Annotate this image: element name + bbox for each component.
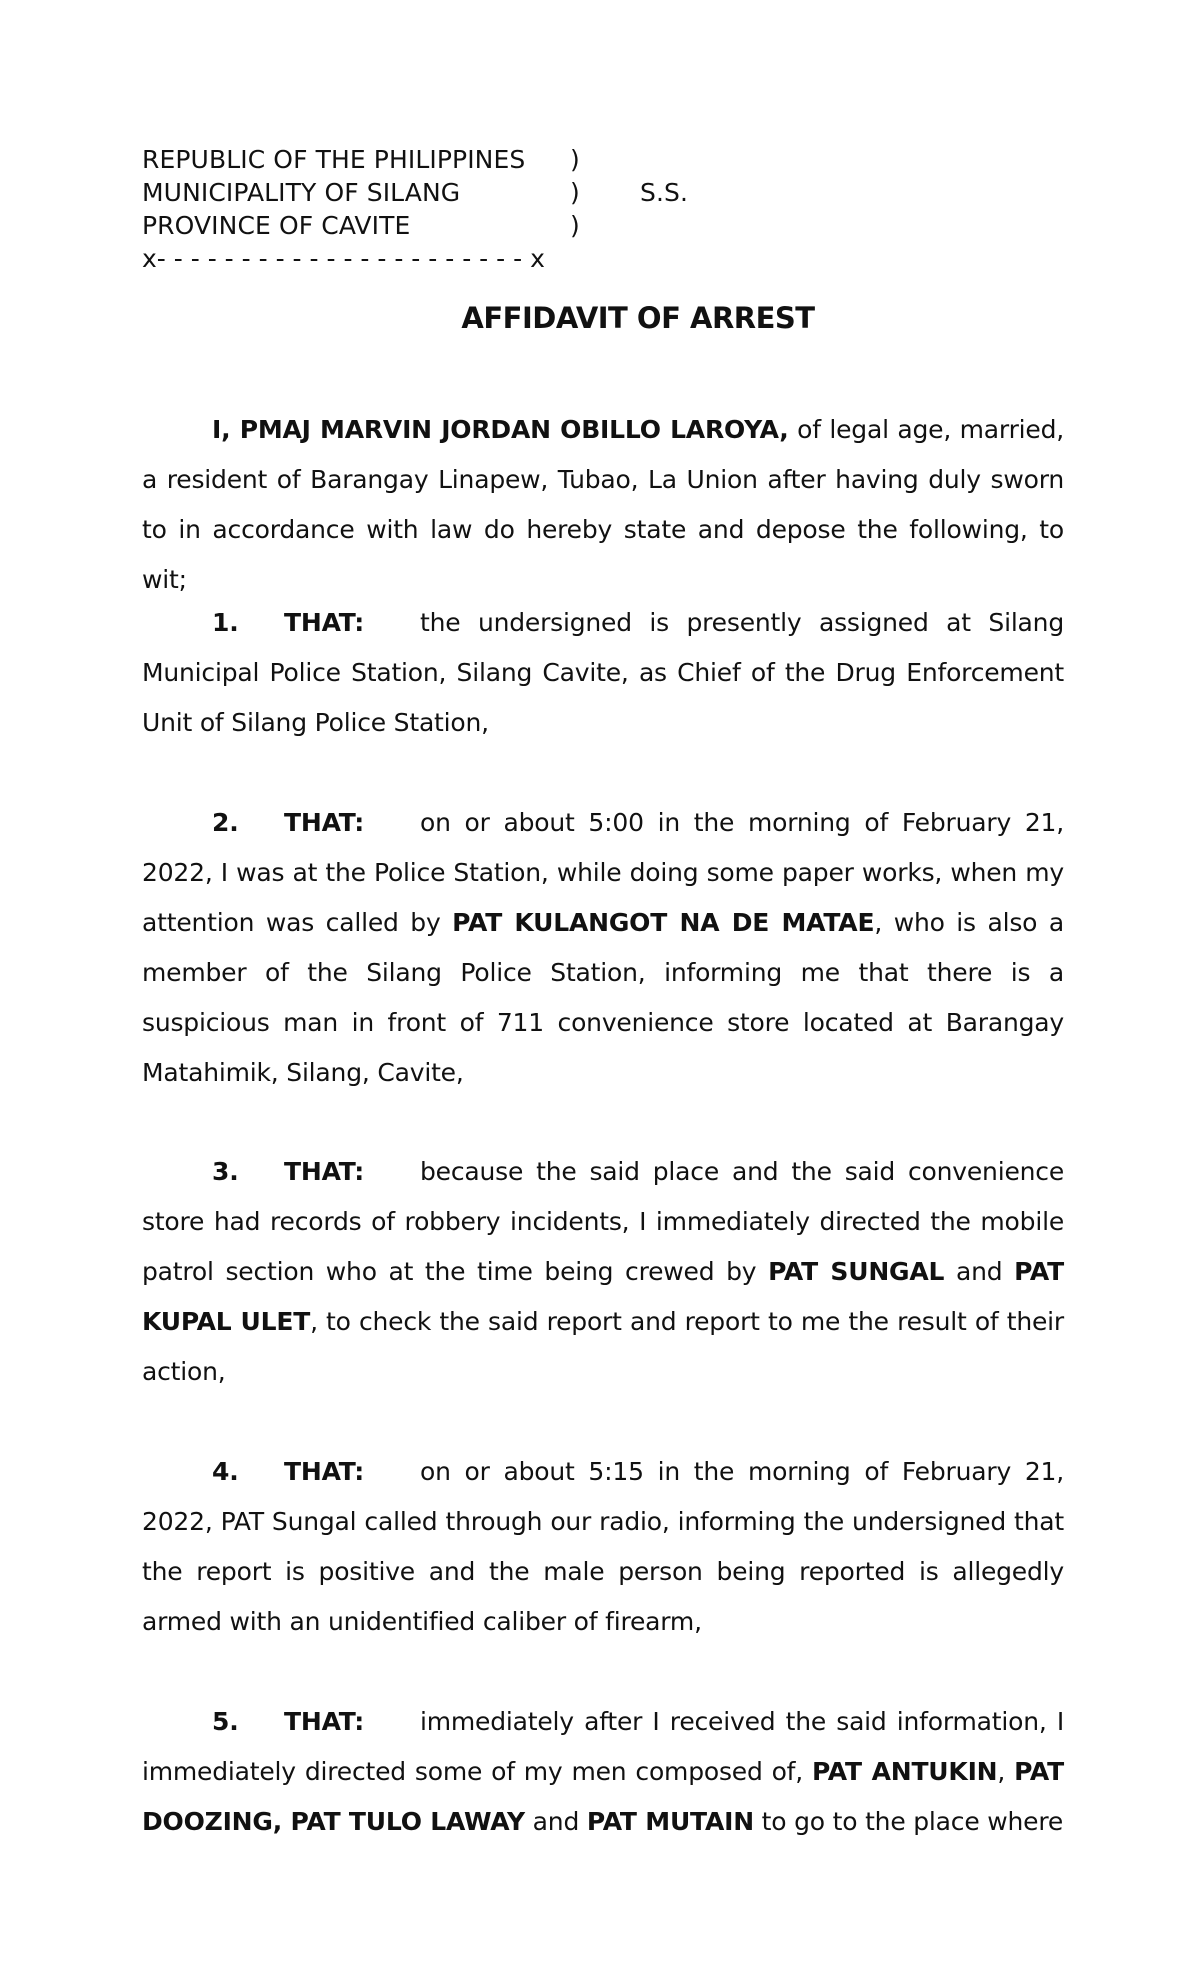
paragraph-text: , who is also a member of the Silang Police Station, informing me that there is a suspicious man in front of 711 convenience store located at Barangay Matahimik, Silang, Cavite,	[142, 908, 1065, 1087]
officer-name: PAT KULANGOT NA DE MATAE	[452, 908, 875, 937]
paragraph-5	[142, 1697, 1064, 1847]
paragraph-number: 2.	[212, 808, 239, 837]
paragraph-text: ,	[997, 1757, 1015, 1786]
that-label: THAT:	[284, 1157, 365, 1186]
that-label: THAT:	[284, 808, 365, 837]
document-title: AFFIDAVIT OF ARREST	[461, 301, 815, 335]
officer-name: PAT ANTUKIN	[811, 1757, 998, 1786]
caption-country: REPUBLIC OF THE PHILIPPINES	[142, 145, 526, 174]
paragraph-4	[142, 1447, 1064, 1647]
caption-province: PROVINCE OF CAVITE	[142, 211, 411, 240]
paragraph-text: on or about 5:00 in the morning of February 21, 2022, I was at the Police Station, while doing some paper works, when my attention was called by	[142, 808, 1064, 937]
paragraph-text: immediately after I received the said information, I immediately directed some of my men composed of,	[142, 1707, 1064, 1786]
paragraph-1	[142, 598, 1064, 748]
paragraph-3	[142, 1147, 1064, 1397]
caption-ss: S.S.	[640, 178, 689, 207]
paragraph-number: 5.	[212, 1707, 239, 1736]
intro-text: of legal age, married, a resident of Barangay Linapew, Tubao, La Union after having duly sworn to in accordance with law do hereby state and depose the following, to wit;	[142, 415, 1064, 594]
that-label: THAT:	[284, 1457, 365, 1486]
officer-name: PAT KUPAL ULET	[142, 1257, 1064, 1336]
caption-municipality: MUNICIPALITY OF SILANG	[142, 178, 461, 207]
paragraph-text: because the said place and the said convenience store had records of robbery incidents, I immediately directed the mobile patrol section who at the time being crewed by	[142, 1157, 1064, 1286]
paragraph-text: and	[944, 1257, 1015, 1286]
paragraph-text: the undersigned is presently assigned at Silang Municipal Police Station, Silang Cavite, as Chief of the Drug Enforcement Unit of Silang Police Station,	[142, 608, 1064, 737]
paragraph-number: 3.	[212, 1157, 239, 1186]
caption-paren: )	[570, 145, 580, 174]
intro-paragraph	[142, 405, 1064, 605]
officer-name: PAT DOOZING, PAT TULO LAWAY	[142, 1757, 1064, 1836]
paragraph-text: to go to the place where	[753, 1807, 1064, 1836]
paragraph-number: 4.	[212, 1457, 239, 1486]
paragraph-text: and	[524, 1807, 587, 1836]
affiant-name: I, PMAJ MARVIN JORDAN OBILLO LAROYA,	[212, 415, 789, 444]
caption-separator: x- - - - - - - - - - - - - - - - - - - - - - x	[142, 244, 545, 273]
officer-name: PAT MUTAIN	[586, 1807, 754, 1836]
paragraph-number: 1.	[212, 608, 239, 637]
that-label: THAT:	[284, 608, 365, 637]
caption-paren: )	[570, 211, 580, 240]
paragraph-text: , to check the said report and report to me the result of their action,	[142, 1307, 1064, 1386]
that-label: THAT:	[284, 1707, 365, 1736]
officer-name: PAT SUNGAL	[768, 1257, 945, 1286]
paragraph-2	[142, 798, 1064, 1098]
caption-paren: )	[570, 178, 580, 207]
paragraph-text: on or about 5:15 in the morning of February 21, 2022, PAT Sungal called through our radio, informing the undersigned that the report is positive and the male person being reported is allegedly armed with an unidentified caliber of firearm,	[142, 1457, 1064, 1636]
